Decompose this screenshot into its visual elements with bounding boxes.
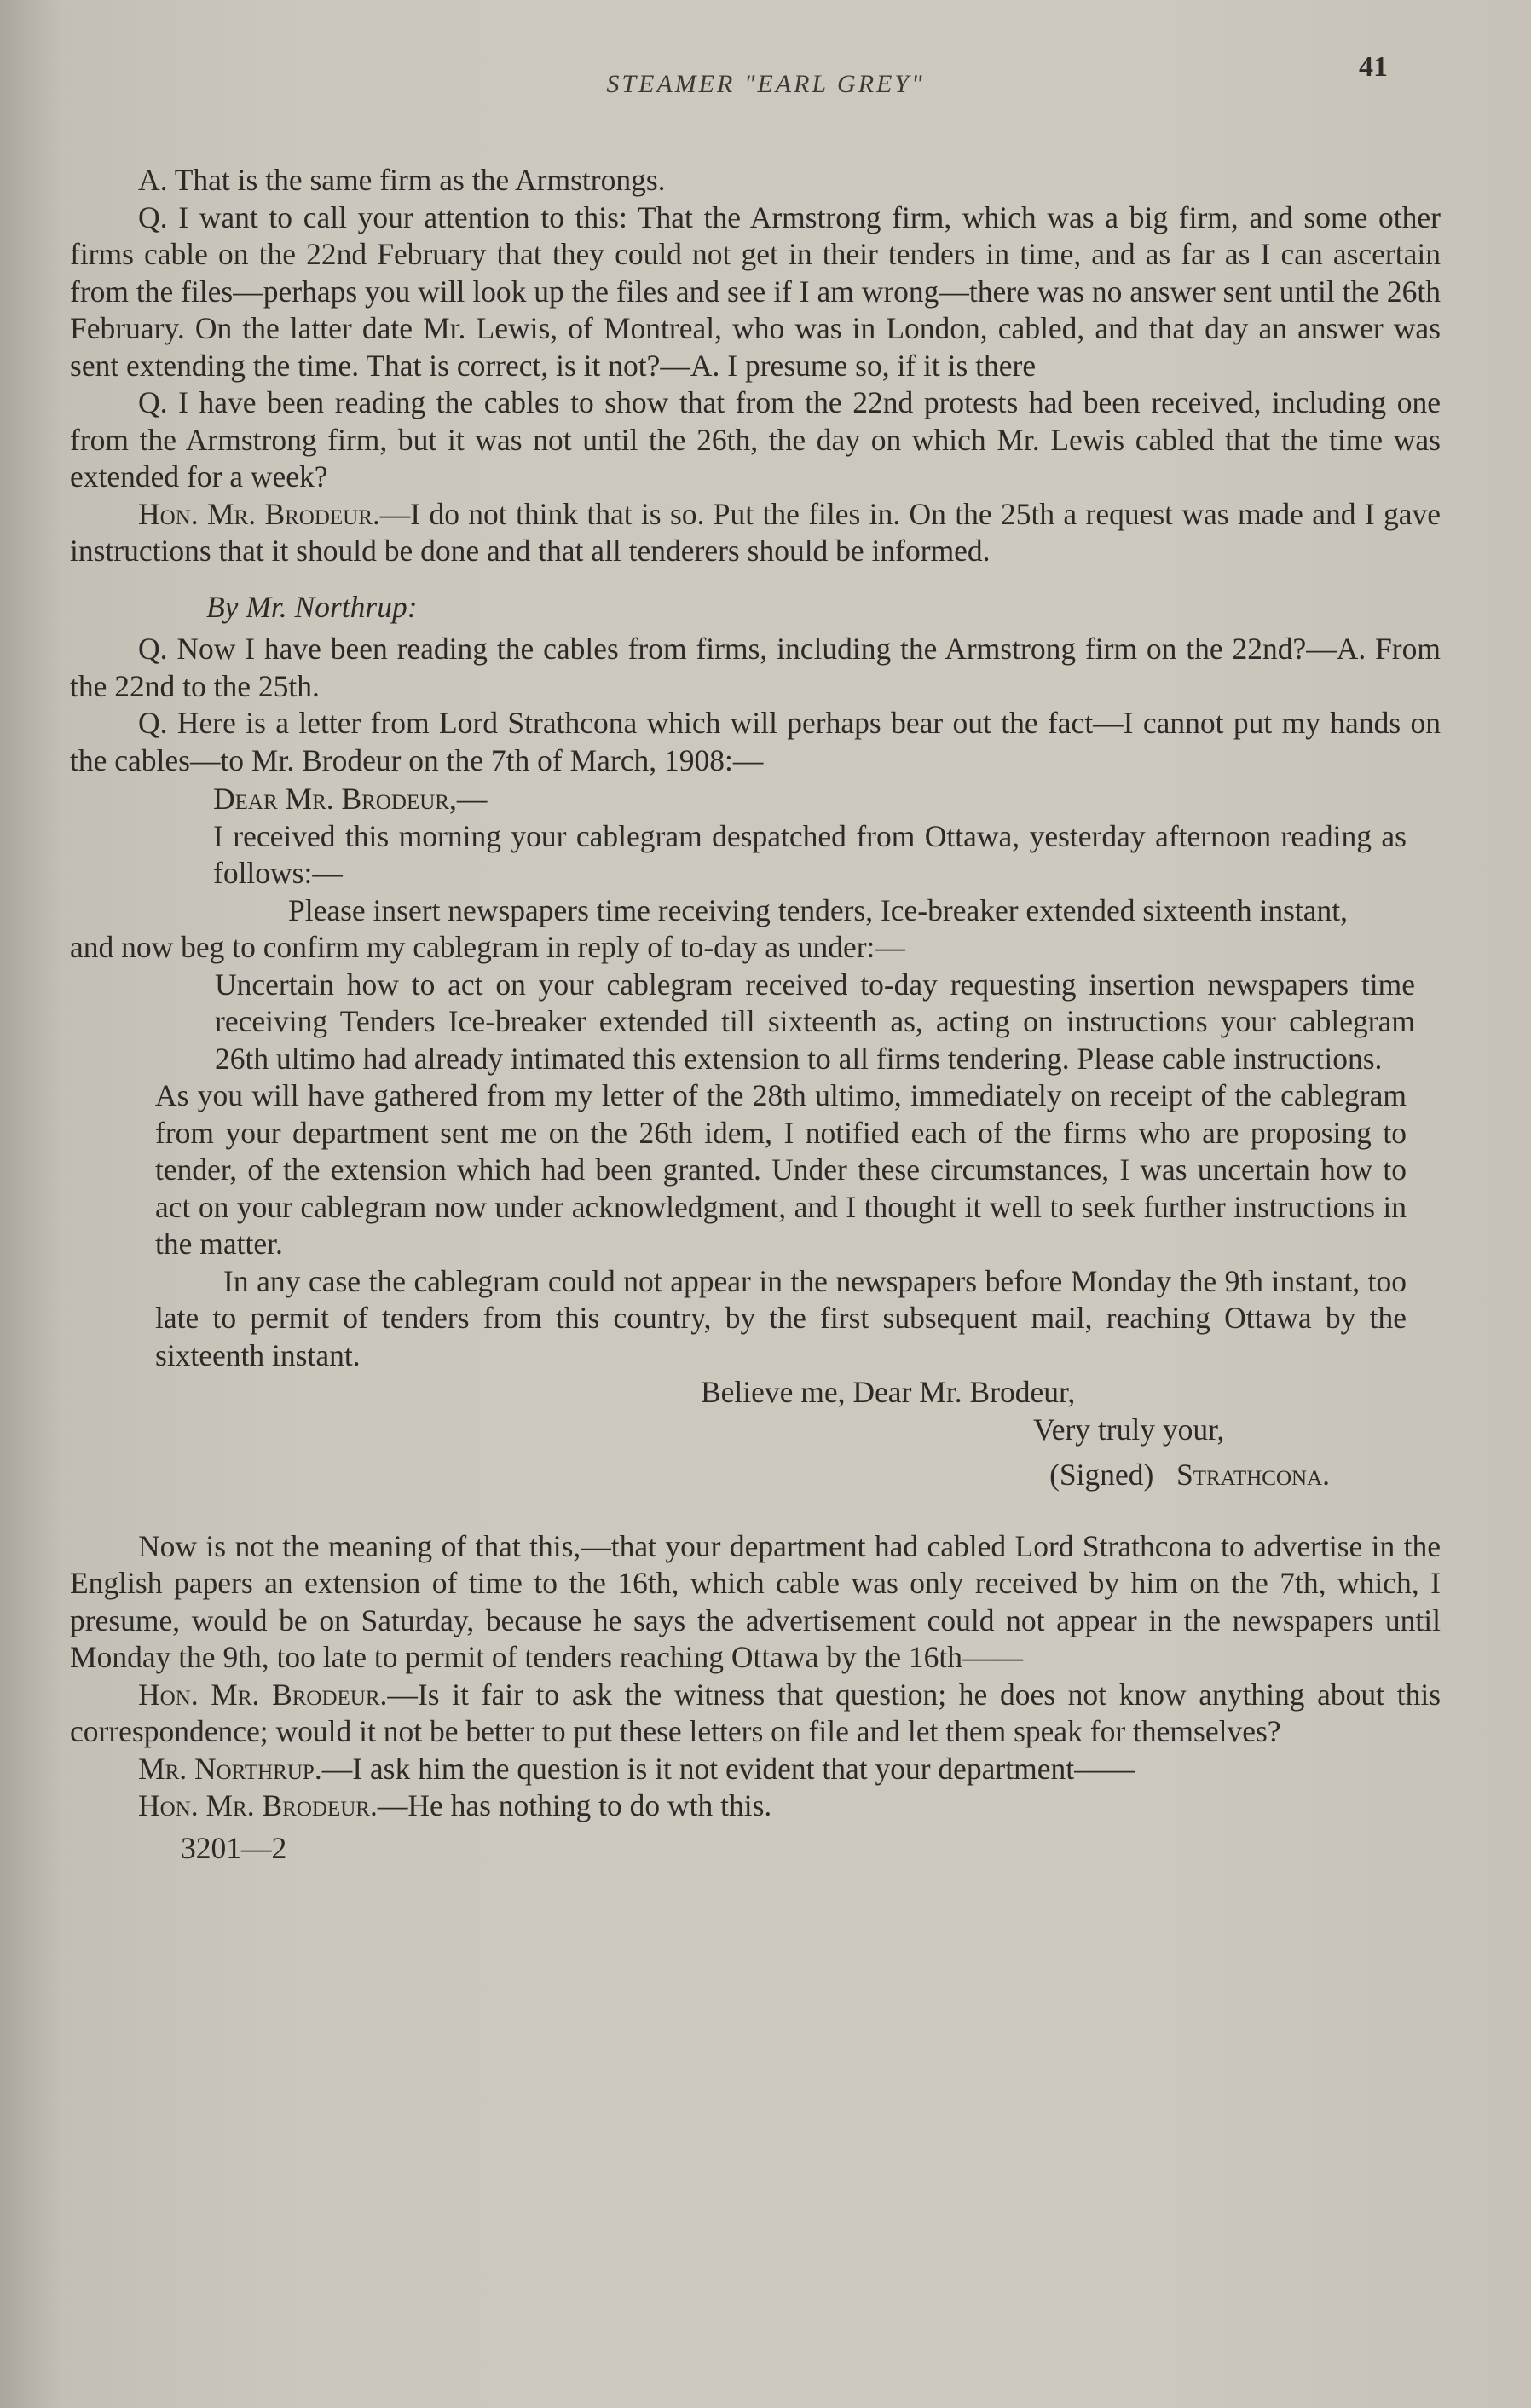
speaker-name: Hon. Mr. Brodeur. [138, 496, 380, 531]
document-body [70, 162, 1441, 1867]
paragraph-answer-armstrongs: A. That is the same firm as the Armstrongs. [138, 163, 666, 197]
speaker-name: Hon. Mr. Brodeur. [138, 1788, 378, 1822]
speech-text: —Is it fair to ask the witness that question; he does not know anything about this correspondence; would it not be better to put these letters on file and let them speak for themselves? [70, 1677, 1441, 1748]
letter-paragraph-4: In any case the cablegram could not appear in the newspapers before Monday the 9th instant, too late to permit of tenders from this country, by the first subsequent mail, reaching Ottawa by the sixteenth instant. [155, 1263, 1407, 1372]
speech-text: —I do not think that is so. Put the files in. On the 25th a request was made and I gave instructions that it should be done and that all tenderers should be informed. [70, 496, 1441, 568]
paragraph-question-northrup: Q. Now I have been reading the cables from firms, including the Armstrong firm on the 22nd?—A. From the 22nd to the 25th. [70, 632, 1441, 703]
speech-text: —He has nothing to do wth this. [377, 1788, 772, 1822]
paragraph-brodeur-response [70, 496, 1441, 570]
page-number: 41 [1359, 51, 1388, 83]
letter-closing-regards: Very truly your, [1033, 1412, 1225, 1447]
paragraph-question-armstrong-firm: Q. I want to call your attention to this: That the Armstrong firm, which was a big firm, and some other firms cable on the 22nd February that they could not get in their tenders in time, and as far as I can ascertain from the files—perhaps you will look up the files and see if I am wrong—there was no answer sent until the 26th February. On the latter date Mr. Lewis, of Montreal, who was in London, cabled, and that day an answer was sent extending the time. That is correct, is it not?—A. I presume so, if it is there [70, 199, 1441, 383]
letter-closing: Believe me, Dear Mr. Brodeur, [701, 1375, 1076, 1409]
footer-code: 3201—2 [181, 1830, 287, 1865]
letter-salutation: Dear Mr. Brodeur,— [213, 782, 488, 816]
letter-paragraph-2: and now beg to confirm my cablegram in reply of to-day as under:— [70, 930, 905, 964]
paragraph-northrup-question [70, 1751, 1441, 1788]
speaker-name: Hon. Mr. Brodeur. [138, 1677, 388, 1712]
paragraph-brodeur-objection [70, 1677, 1441, 1751]
signatory-name: Strathcona. [1176, 1458, 1330, 1492]
paragraph-question-cables: Q. I have been reading the cables to show that from the 22nd protests had been received, including one from the Armstrong firm, but it was not until the 26th, the day on which Mr. Lewis cabled that the time was extended for a week? [70, 385, 1441, 494]
paragraph-brodeur-final [70, 1787, 1441, 1825]
speaker-name: Mr. Northrup. [138, 1751, 322, 1786]
quoted-letter [70, 781, 1441, 929]
letter-paragraph-1: I received this morning your cablegram despatched from Ottawa, yesterday afternoon reading as follows:— [213, 818, 1407, 890]
letter-cable-quote-1: Please insert newspapers time receiving tenders, Ice-breaker extended sixteenth instant, [288, 892, 1349, 927]
section-heading: By Mr. Northrup: [206, 589, 418, 624]
letter-signature [155, 1457, 1407, 1494]
paragraph-strathcona-letter-intro: Q. Here is a letter from Lord Strathcona which will perhaps bear out the fact—I cannot put my hands on the cables—to Mr. Brodeur on the 7th of March, 1908:— [70, 706, 1441, 777]
signed-label: (Signed) [1049, 1458, 1154, 1492]
letter-paragraph-3: As you will have gathered from my letter of the 28th ultimo, immediately on receipt of the cablegram from your department sent me on the 26th idem, I notified each of the firms who are proposing to tender, of the extension which had been granted. Under these circumstances, I was uncertain how to act on your cablegram now under acknowledgment, and I thought it well to seek further instructions in the matter. [155, 1078, 1407, 1261]
letter-cable-quote-2: Uncertain how to act on your cablegram received to-day requesting insertion newspapers time receiving Tenders Ice-breaker extended till sixteenth as, acting on instructions your cablegram 26th ultimo had already intimated this extension to all firms tendering. Please cable instructions. [215, 967, 1415, 1076]
letter-continuation [70, 1077, 1441, 1494]
speech-text: —I ask him the question is it not evident that your department—— [321, 1751, 1135, 1786]
running-title: STEAMER "EARL GREY" [606, 70, 925, 98]
paragraph-meaning-question: Now is not the meaning of that this,—that your department had cabled Lord Strathcona to advertise in the English papers an extension of time to the 16th, which cable was only received by him on the 7th, which, I presume, would be on Saturday, because he says the advertisement could not appear in the newspapers until Monday the 9th, too late to permit of tenders reaching Ottawa by the 16th—— [70, 1528, 1441, 1674]
